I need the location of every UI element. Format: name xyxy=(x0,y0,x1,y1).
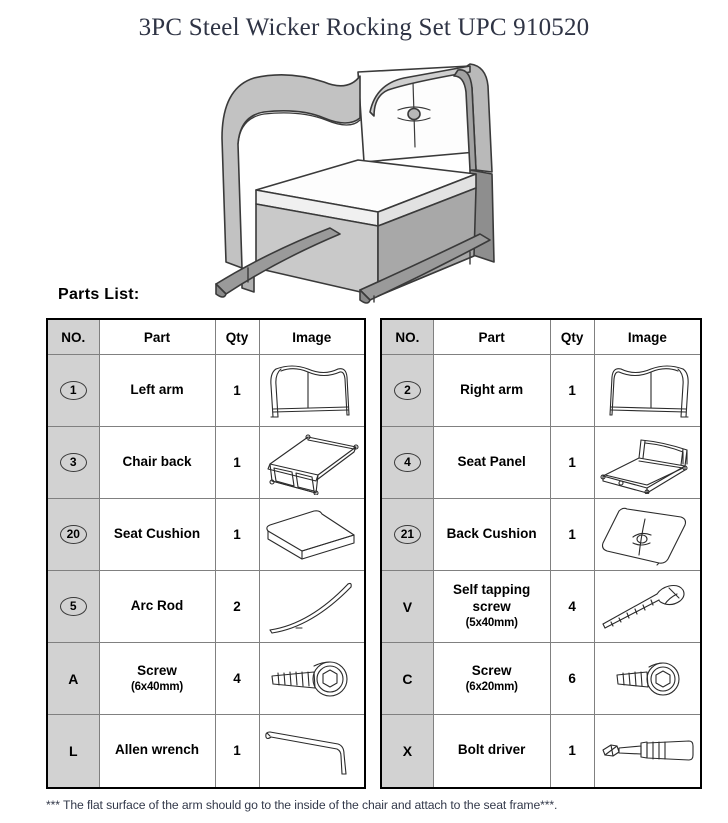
part-spec: (5x40mm) xyxy=(465,617,518,630)
part-name-cell xyxy=(99,715,215,788)
part-name-cell xyxy=(433,715,550,788)
seat-panel-frame-icon xyxy=(595,432,700,494)
part-number-badge: 3 xyxy=(60,453,87,472)
parts-table-left xyxy=(46,318,366,789)
part-name: Back Cushion xyxy=(446,526,537,542)
part-name: Left arm xyxy=(130,382,184,398)
part-number-badge: L xyxy=(68,742,78,759)
part-name: Allen wrench xyxy=(114,742,200,758)
part-image-cell xyxy=(259,499,365,571)
part-image-cell xyxy=(594,355,701,427)
part-qty-cell: 6 xyxy=(550,643,594,715)
table-row xyxy=(381,715,701,788)
part-number-cell xyxy=(381,427,433,499)
table-row xyxy=(381,499,701,571)
part-qty-cell: 1 xyxy=(550,355,594,427)
part-number-badge: 1 xyxy=(60,381,87,400)
part-qty-cell: 1 xyxy=(215,499,259,571)
part-number-cell xyxy=(47,427,99,499)
part-number-cell xyxy=(381,643,433,715)
table-row xyxy=(47,499,365,571)
part-number-cell xyxy=(381,499,433,571)
part-qty-cell: 1 xyxy=(550,715,594,788)
footnote: *** The flat surface of the arm should go to the inside of the chair and attach to the seat frame***. xyxy=(46,798,558,812)
parts-table-right xyxy=(380,318,702,789)
part-image-cell xyxy=(259,571,365,643)
part-qty-cell: 1 xyxy=(215,715,259,788)
column-header-image: Image xyxy=(594,319,701,355)
part-number-badge: 21 xyxy=(394,525,421,544)
part-image-cell xyxy=(594,643,701,715)
part-spec: (6x20mm) xyxy=(465,680,518,693)
table-row xyxy=(381,571,701,643)
table-header-row xyxy=(381,319,701,355)
part-spec: (6x40mm) xyxy=(130,680,184,693)
part-image-cell xyxy=(259,427,365,499)
part-number-cell xyxy=(381,715,433,788)
part-number-badge: X xyxy=(402,742,413,759)
column-header-no: NO. xyxy=(381,319,433,355)
part-name: Screw xyxy=(471,662,512,678)
table-row xyxy=(47,571,365,643)
part-qty-cell: 1 xyxy=(215,427,259,499)
column-header-no: NO. xyxy=(47,319,99,355)
arc-rod-icon xyxy=(260,578,365,636)
part-name-cell xyxy=(99,355,215,427)
part-name: Seat Panel xyxy=(457,454,526,470)
table-row xyxy=(47,427,365,499)
seat-cushion-icon xyxy=(260,505,365,565)
table-row xyxy=(381,643,701,715)
part-number-badge: 5 xyxy=(60,597,87,616)
back-cushion-icon xyxy=(595,503,700,567)
self-tapping-screw-icon xyxy=(595,580,700,634)
part-number-cell xyxy=(47,355,99,427)
part-image-cell xyxy=(594,571,701,643)
screwdriver-icon xyxy=(595,728,700,774)
part-number-cell xyxy=(47,499,99,571)
part-name-cell xyxy=(433,643,550,715)
part-qty-cell: 4 xyxy=(215,643,259,715)
left-arm-frame-icon xyxy=(260,359,365,423)
part-image-cell xyxy=(594,715,701,788)
table-header-row xyxy=(47,319,365,355)
part-number-cell xyxy=(381,571,433,643)
column-header-qty: Qty xyxy=(215,319,259,355)
part-number-cell xyxy=(47,571,99,643)
parts-list-heading: Parts List: xyxy=(58,286,140,303)
part-name-cell xyxy=(433,571,550,643)
allen-wrench-icon xyxy=(260,722,365,780)
part-number-badge: V xyxy=(402,598,413,615)
column-header-image: Image xyxy=(259,319,365,355)
part-image-cell xyxy=(594,499,701,571)
part-name: Chair back xyxy=(122,454,192,470)
part-number-cell xyxy=(381,355,433,427)
part-name-cell xyxy=(433,499,550,571)
rocking-chair-illustration xyxy=(208,52,498,304)
chair-back-panel-icon xyxy=(260,431,365,495)
part-number-badge: 2 xyxy=(394,381,421,400)
part-name-cell xyxy=(433,355,550,427)
part-number-cell xyxy=(47,643,99,715)
column-header-part: Part xyxy=(433,319,550,355)
part-image-cell xyxy=(259,643,365,715)
table-row xyxy=(47,715,365,788)
part-number-badge: A xyxy=(68,670,79,687)
part-number-badge: C xyxy=(402,670,413,687)
part-qty-cell: 4 xyxy=(550,571,594,643)
part-qty-cell: 1 xyxy=(550,499,594,571)
part-name-cell xyxy=(99,643,215,715)
column-header-qty: Qty xyxy=(550,319,594,355)
part-image-cell xyxy=(259,355,365,427)
part-name-cell xyxy=(99,427,215,499)
part-name-cell xyxy=(99,571,215,643)
part-name: Self tapping screw xyxy=(453,582,531,615)
part-name: Bolt driver xyxy=(457,742,526,758)
part-number-badge: 20 xyxy=(60,525,87,544)
part-name: Seat Cushion xyxy=(113,526,201,542)
hex-bolt-long-icon xyxy=(260,652,365,706)
table-row xyxy=(47,355,365,427)
page-title: 3PC Steel Wicker Rocking Set UPC 910520 xyxy=(138,14,590,41)
table-row xyxy=(381,355,701,427)
part-qty-cell: 1 xyxy=(550,427,594,499)
table-row xyxy=(47,643,365,715)
table-row xyxy=(381,427,701,499)
part-name-cell xyxy=(99,499,215,571)
part-name: Right arm xyxy=(460,382,524,398)
column-header-part: Part xyxy=(99,319,215,355)
part-image-cell xyxy=(259,715,365,788)
part-image-cell xyxy=(594,427,701,499)
hex-bolt-short-icon xyxy=(595,652,700,706)
part-qty-cell: 2 xyxy=(215,571,259,643)
part-name-cell xyxy=(433,427,550,499)
part-number-badge: 4 xyxy=(394,453,421,472)
part-number-cell xyxy=(47,715,99,788)
part-name: Screw xyxy=(137,662,177,678)
part-qty-cell: 1 xyxy=(215,355,259,427)
part-name: Arc Rod xyxy=(130,598,184,614)
right-arm-frame-icon xyxy=(595,359,700,423)
